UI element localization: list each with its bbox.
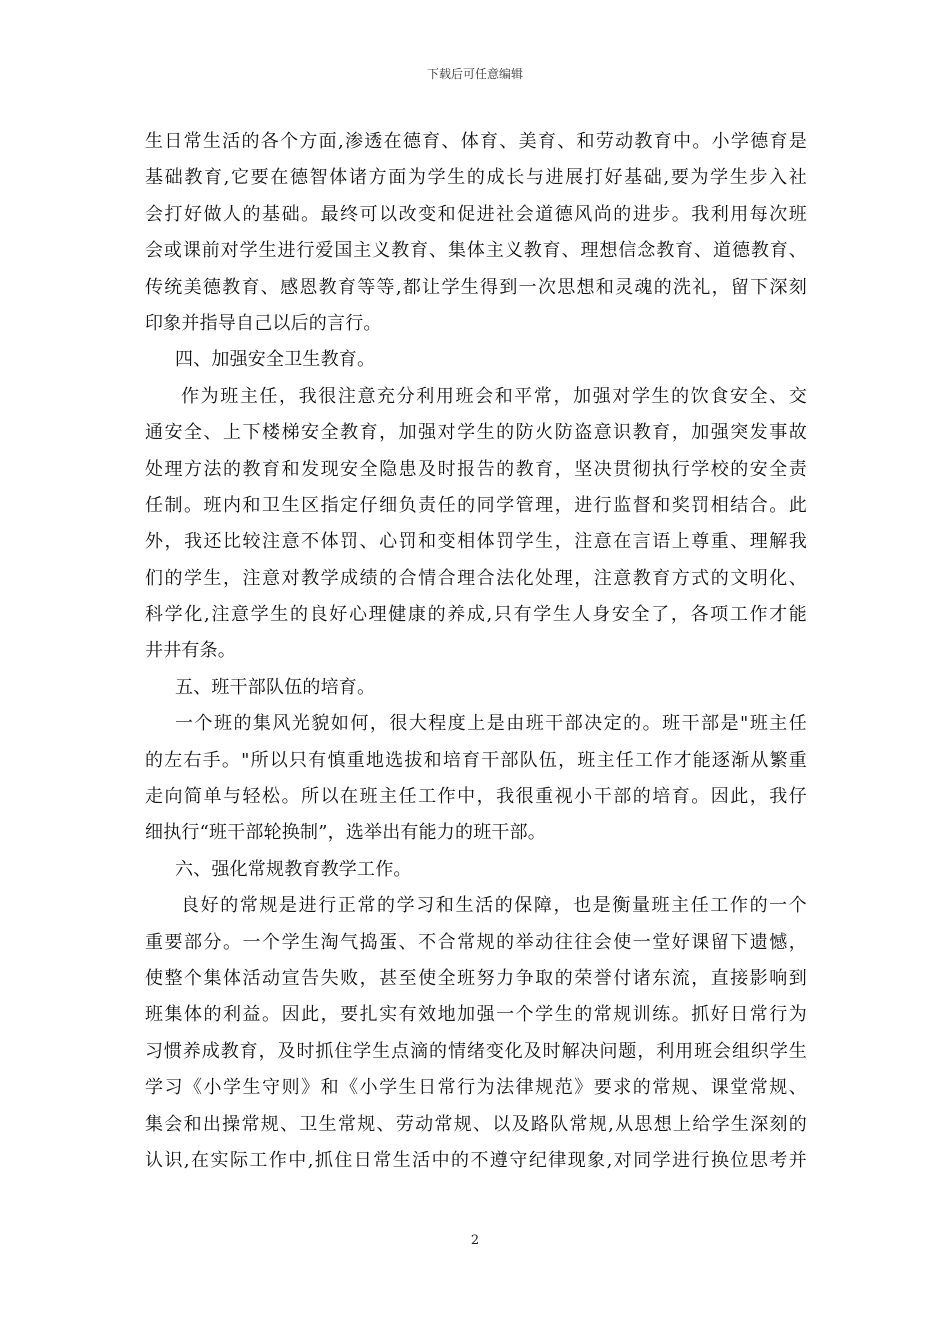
text-line: 科学化,注意学生的良好心理健康的养成,只有学生人身安全了，各项工作才能 <box>145 604 807 626</box>
document-body <box>145 124 807 1179</box>
text-line: 井井有条。 <box>145 640 236 662</box>
section-heading: 六、强化常规教育教学工作。 <box>175 858 412 880</box>
page-number: 2 <box>470 1233 480 1248</box>
text-line: 任制。班内和卫生区指定仔细负责任的同学管理，进行监督和奖罚相结合。此 <box>145 494 807 516</box>
text-line: 一个班的集风光貌如何，很大程度上是由班干部决定的。班干部是"班主任 <box>175 713 807 735</box>
text-line: 良好的常规是进行正常的学习和生活的保障，也是衡量班主任工作的一个 <box>181 895 807 917</box>
text-line: 使整个集体活动宣告失败，甚至使全班努力争取的荣誉付诸东流，直接影响到 <box>145 967 807 989</box>
text-line: 通安全、上下楼梯安全教育，加强对学生的防火防盗意识教育，加强突发事故 <box>145 422 807 444</box>
text-line: 作为班主任，我很注意充分利用班会和平常，加强对学生的饮食安全、交 <box>181 385 807 407</box>
text-line: 重要部分。一个学生淘气捣蛋、不合常规的举动往往会使一堂好课留下遗憾， <box>145 931 807 953</box>
text-line: 传统美德教育、感恩教育等等,都让学生得到一次思想和灵魂的洗礼，留下深刻 <box>145 276 807 298</box>
text-line: 们的学生，注意对教学成绩的合情合理合法化处理，注意教育方式的文明化、 <box>145 567 807 589</box>
text-line: 认识,在实际工作中,抓住日常生活中的不遵守纪律现象,对同学进行换位思考并 <box>145 1149 807 1171</box>
text-line: 基础教育,它要在德智体诸方面为学生的成长与进展打好基础,要为学生步入社 <box>145 167 807 189</box>
text-line: 印象并指导自己以后的言行。 <box>145 312 382 334</box>
text-line: 外，我还比较注意不体罚、心罚和变相体罚学生，注意在言语上尊重、理解我 <box>145 531 807 553</box>
text-line: 班集体的利益。因此，要扎实有效地加强一个学生的常规训练。抓好日常行为 <box>145 1004 807 1026</box>
text-line: 学习《小学生守则》和《小学生日常行为法律规范》要求的常规、课堂常规、 <box>145 1077 807 1099</box>
section-heading: 四、加强安全卫生教育。 <box>175 349 376 371</box>
text-line: 走向简单与轻松。所以在班主任工作中，我很重视小干部的培育。因此，我仔 <box>145 786 807 808</box>
text-line: 会或课前对学生进行爱国主义教育、集体主义教育、理想信念教育、道德教育、 <box>145 240 807 262</box>
text-line: 集会和出操常规、卫生常规、劳动常规、以及路队常规,从思想上给学生深刻的 <box>145 1113 807 1135</box>
page-header: 下载后可任意编辑 <box>426 67 523 81</box>
text-line: 处理方法的教育和发现安全隐患及时报告的教育，坚决贯彻执行学校的安全责 <box>145 458 807 480</box>
text-line: 细执行“班干部轮换制”，选举出有能力的班干部。 <box>145 822 547 844</box>
text-line: 的左右手。"所以只有慎重地选拔和培育干部队伍，班主任工作才能逐渐从繁重 <box>145 749 807 771</box>
text-line: 习惯养成教育，及时抓住学生点滴的情绪变化及时解决问题，利用班会组织学生 <box>145 1040 807 1062</box>
text-line: 会打好做人的基础。最终可以改变和促进社会道德风尚的进步。我利用每次班 <box>145 203 807 225</box>
text-line: 生日常生活的各个方面,渗透在德育、体育、美育、和劳动教育中。小学德育是 <box>145 131 807 152</box>
section-heading: 五、班干部队伍的培育。 <box>175 676 376 698</box>
